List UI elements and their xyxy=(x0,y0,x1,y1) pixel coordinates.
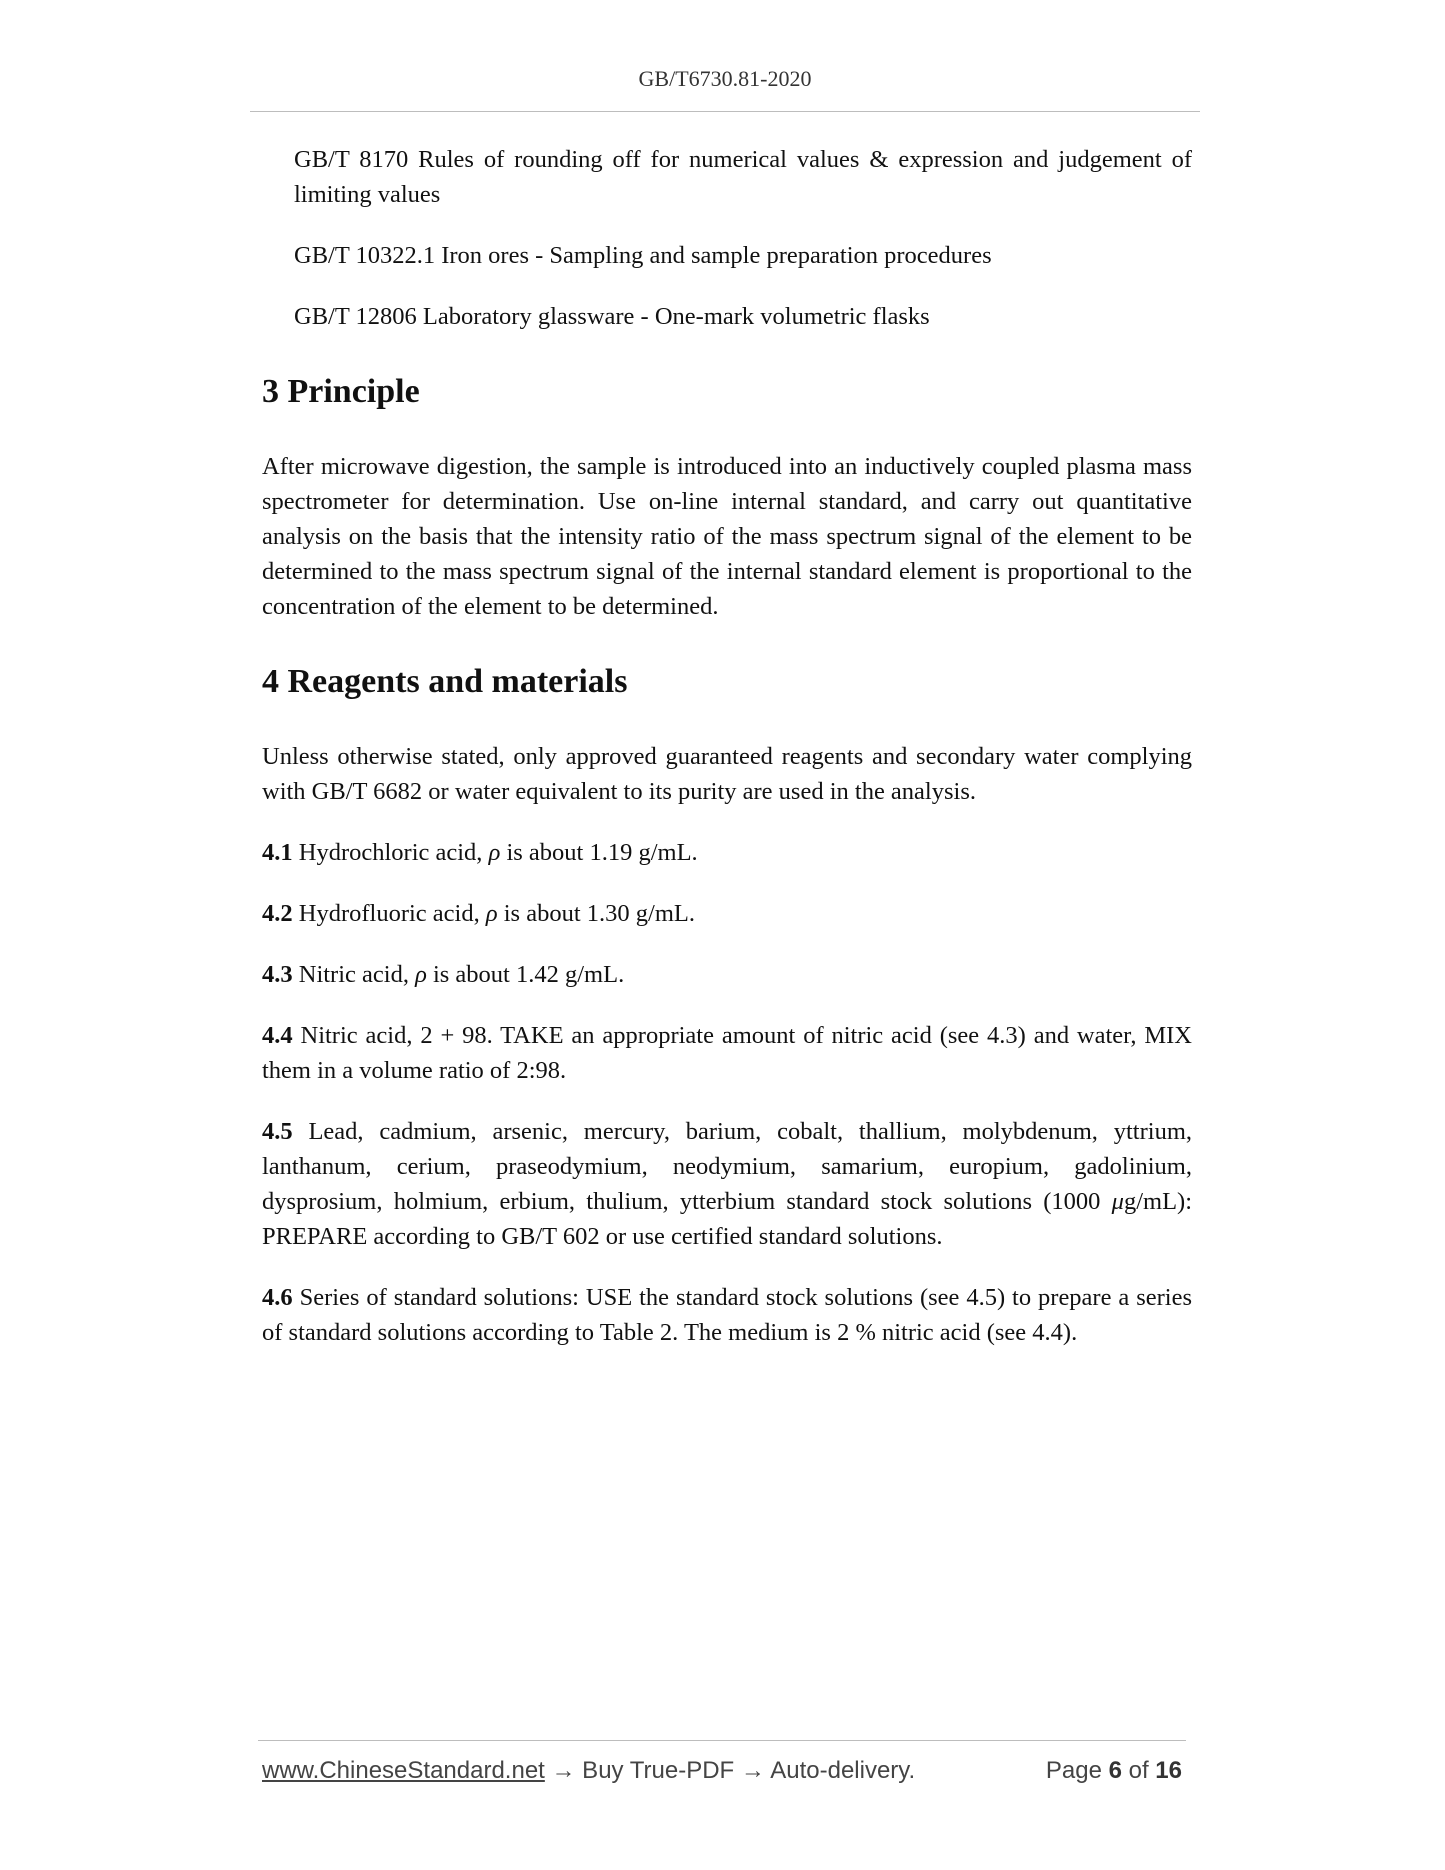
item-4-6 xyxy=(262,1280,1192,1350)
item-4-2 xyxy=(262,896,1192,931)
item-text: Nitric acid, xyxy=(298,961,416,988)
item-text: Hydrochloric acid, xyxy=(298,839,489,866)
item-4-5 xyxy=(262,1114,1192,1254)
principle-paragraph: After microwave digestion, the sample is introduced into an inductively coupled plasma mass spectrometer for determination. Use on-line internal standard, and carry out quantitative analysis on the basis that the intensity ratio of the mass spectrum signal of the element to be determined to the mass spectrum signal of the internal standard element is proportional to the concentration of the element to be determined. xyxy=(262,453,1192,620)
page-indicator xyxy=(1046,1757,1182,1785)
item-number: 4.1 xyxy=(262,839,293,866)
item-number: 4.3 xyxy=(262,961,293,988)
item-text: is about 1.19 g/mL. xyxy=(500,839,698,866)
current-page-number: 6 xyxy=(1108,1757,1122,1784)
reference-gbt-8170: GB/T 8170 Rules of rounding off for numerical values & expression and judgement of limiting values xyxy=(294,146,1192,208)
item-text: g/mL): PREPARE according to GB/T 602 or use certified standard solutions. xyxy=(262,1188,1192,1250)
item-number: 4.4 xyxy=(262,1022,293,1049)
item-text: Hydrofluoric acid, xyxy=(298,900,486,927)
chinesestandard-link[interactable]: www.ChineseStandard.net xyxy=(262,1757,545,1784)
reference-gbt-10322-1: GB/T 10322.1 Iron ores - Sampling and sample preparation procedures xyxy=(294,242,992,269)
item-text: Nitric acid, 2 + 98. TAKE an appropriate amount of nitric acid (see 4.3) and water, MIX them in a volume ratio of 2:98. xyxy=(262,1022,1192,1084)
of-label: of xyxy=(1121,1757,1156,1784)
item-text: is about 1.42 g/mL. xyxy=(426,961,625,988)
reagents-intro-paragraph: Unless otherwise stated, only approved guaranteed reagents and secondary water complying with GB/T 6682 or water equivalent to its purity are used in the analysis. xyxy=(262,743,1192,805)
footer-divider xyxy=(258,1740,1186,1741)
density-symbol: ρ xyxy=(485,900,498,927)
section-heading-principle: 3 Principle xyxy=(262,373,420,410)
footer-promo xyxy=(262,1757,915,1785)
item-text: Lead, cadmium, arsenic, mercury, barium, cobalt, thallium, molybdenum, yttrium, lanthanum, cerium, praseodymium, neodymium, samarium, europium, gadolinium, dysprosium, holmium, erbium, thulium, ytterbium standard stock solutions (1000 xyxy=(262,1118,1193,1215)
reference-gbt-12806: GB/T 12806 Laboratory glassware - One-mark volumetric flasks xyxy=(294,303,930,330)
item-number: 4.5 xyxy=(262,1118,293,1145)
micro-symbol: μ xyxy=(1111,1188,1124,1215)
item-text: is about 1.30 g/mL. xyxy=(497,900,695,927)
document-header-title: GB/T6730.81-2020 xyxy=(638,66,812,91)
page-footer xyxy=(262,1757,1182,1787)
item-4-4 xyxy=(262,1018,1192,1088)
density-symbol: ρ xyxy=(415,961,427,988)
total-pages-number: 16 xyxy=(1155,1757,1182,1784)
page-content xyxy=(262,142,1192,1376)
header-divider xyxy=(250,111,1200,112)
item-4-1 xyxy=(262,835,1192,870)
density-symbol: ρ xyxy=(488,839,501,866)
item-number: 4.2 xyxy=(262,900,293,927)
item-4-3 xyxy=(262,957,1192,992)
page-label: Page xyxy=(1045,1757,1109,1784)
section-heading-reagents: 4 Reagents and materials xyxy=(262,663,628,700)
footer-promo-text: → Buy True-PDF → Auto-delivery. xyxy=(544,1757,916,1784)
item-text: Series of standard solutions: USE the standard stock solutions (see 4.5) to prepare a series of standard solutions according to Table 2. The medium is 2 % nitric acid (see 4.4). xyxy=(262,1284,1192,1346)
item-number: 4.6 xyxy=(262,1284,293,1311)
